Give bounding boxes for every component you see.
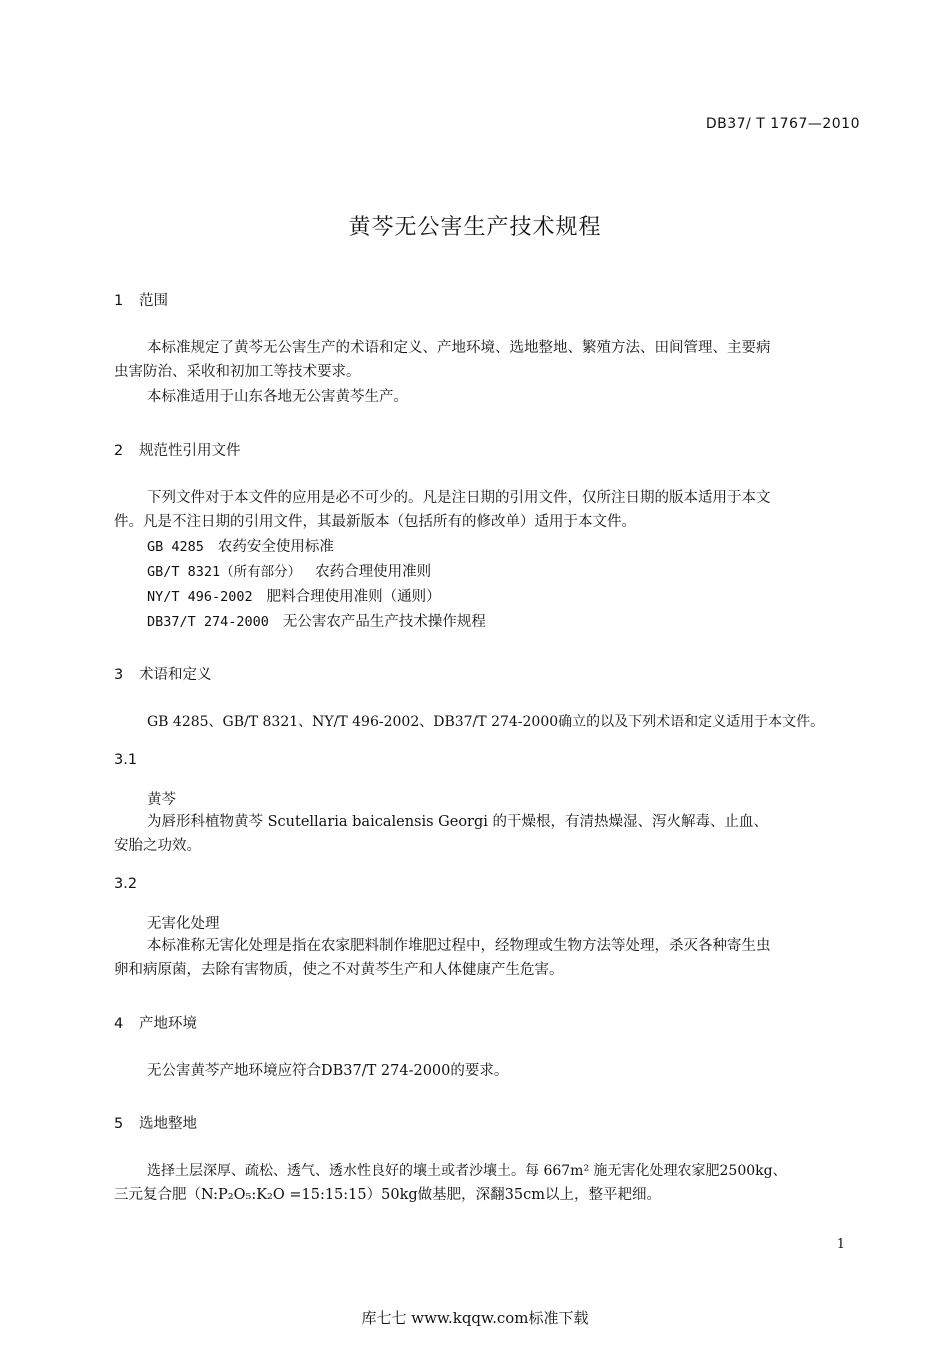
definition-line: 为唇形科植物黄芩 Scutellaria baicalensis Georgi 的干燥根，有清热燥湿、泻火解毒、止血、: [147, 814, 769, 830]
reference-item: [147, 610, 486, 635]
paragraph-line: 选择土层深厚、疏松、透气、透水性良好的壤土或者沙壤土。每 667m² 施无害化处理农家肥2500kg、: [147, 1163, 787, 1179]
reference-name: 无公害农产品生产技术操作规程: [282, 614, 486, 630]
reference-code: DB37/T 274-2000: [147, 614, 269, 630]
term-title: 黄芩: [147, 792, 176, 808]
reference-item: [147, 585, 441, 610]
definition-line: 本标准称无害化处理是指在农家肥料制作堆肥过程中，经物理或生物方法等处理，杀灭各种寄生虫: [147, 938, 771, 954]
section-4-heading: [114, 1012, 197, 1033]
section-title: 规范性引用文件: [139, 443, 241, 459]
section-2-heading: [114, 439, 241, 460]
reference-name: 肥料合理使用准则（通则）: [266, 589, 441, 605]
reference-code: GB/T 8321（所有部分）: [147, 564, 302, 580]
paragraph-line: 本标准规定了黄芩无公害生产的术语和定义、产地环境、选地整地、繁殖方法、田间管理、主要病: [147, 340, 771, 356]
reference-name: 农药合理使用准则: [315, 564, 432, 580]
reference-item: [147, 560, 431, 585]
section-5-heading: [114, 1112, 197, 1133]
document-title: 黄芩无公害生产技术规程: [348, 215, 602, 240]
section-title: 术语和定义: [139, 667, 212, 683]
reference-code: GB 4285: [147, 539, 204, 555]
paragraph-line: 下列文件对于本文件的应用是必不可少的。凡是注日期的引用文件，仅所注日期的版本适用于本文: [147, 490, 771, 506]
clause-3-1-number: 3.1: [114, 752, 138, 768]
paragraph-line: 件。凡是不注日期的引用文件，其最新版本（包括所有的修改单）适用于本文件。: [114, 514, 636, 530]
section-3-heading: [114, 663, 212, 684]
paragraph-line: 三元复合肥（N:P₂O₅:K₂O =15:15:15）50kg做基肥，深翻35cm以上，整平耙细。: [114, 1187, 661, 1203]
section-title: 范围: [139, 293, 168, 309]
definition-line: 安胎之功效。: [114, 838, 201, 854]
paragraph: GB 4285、GB/T 8321、NY/T 496-2002、DB37/T 274-2000确立的以及下列术语和定义适用于本文件。: [147, 714, 825, 730]
section-title: 产地环境: [139, 1016, 197, 1032]
reference-code: NY/T 496-2002: [147, 589, 253, 605]
section-1-heading: [114, 289, 168, 310]
reference-name: 农药安全使用标准: [217, 539, 334, 555]
paragraph-line: 虫害防治、采收和初加工等技术要求。: [114, 364, 361, 380]
paragraph: 无公害黄芩产地环境应符合DB37/T 274-2000的要求。: [147, 1063, 509, 1079]
section-title: 选地整地: [139, 1116, 197, 1132]
reference-item: [147, 535, 334, 560]
section-number: 1: [114, 293, 124, 309]
section-number: 2: [114, 443, 124, 459]
paragraph: 本标准适用于山东各地无公害黄芩生产。: [147, 389, 408, 405]
definition-line: 卵和病原菌，去除有害物质，使之不对黄芩生产和人体健康产生危害。: [114, 962, 564, 978]
footer-watermark: 库七七 www.kqqw.com标准下载: [361, 1309, 589, 1327]
standard-code: DB37/ T 1767—2010: [705, 116, 860, 132]
clause-3-2-number: 3.2: [114, 876, 138, 892]
section-number: 4: [114, 1016, 124, 1032]
section-number: 3: [114, 667, 124, 683]
page-number: 1: [836, 1237, 845, 1252]
term-title: 无害化处理: [147, 916, 220, 932]
section-number: 5: [114, 1116, 124, 1132]
